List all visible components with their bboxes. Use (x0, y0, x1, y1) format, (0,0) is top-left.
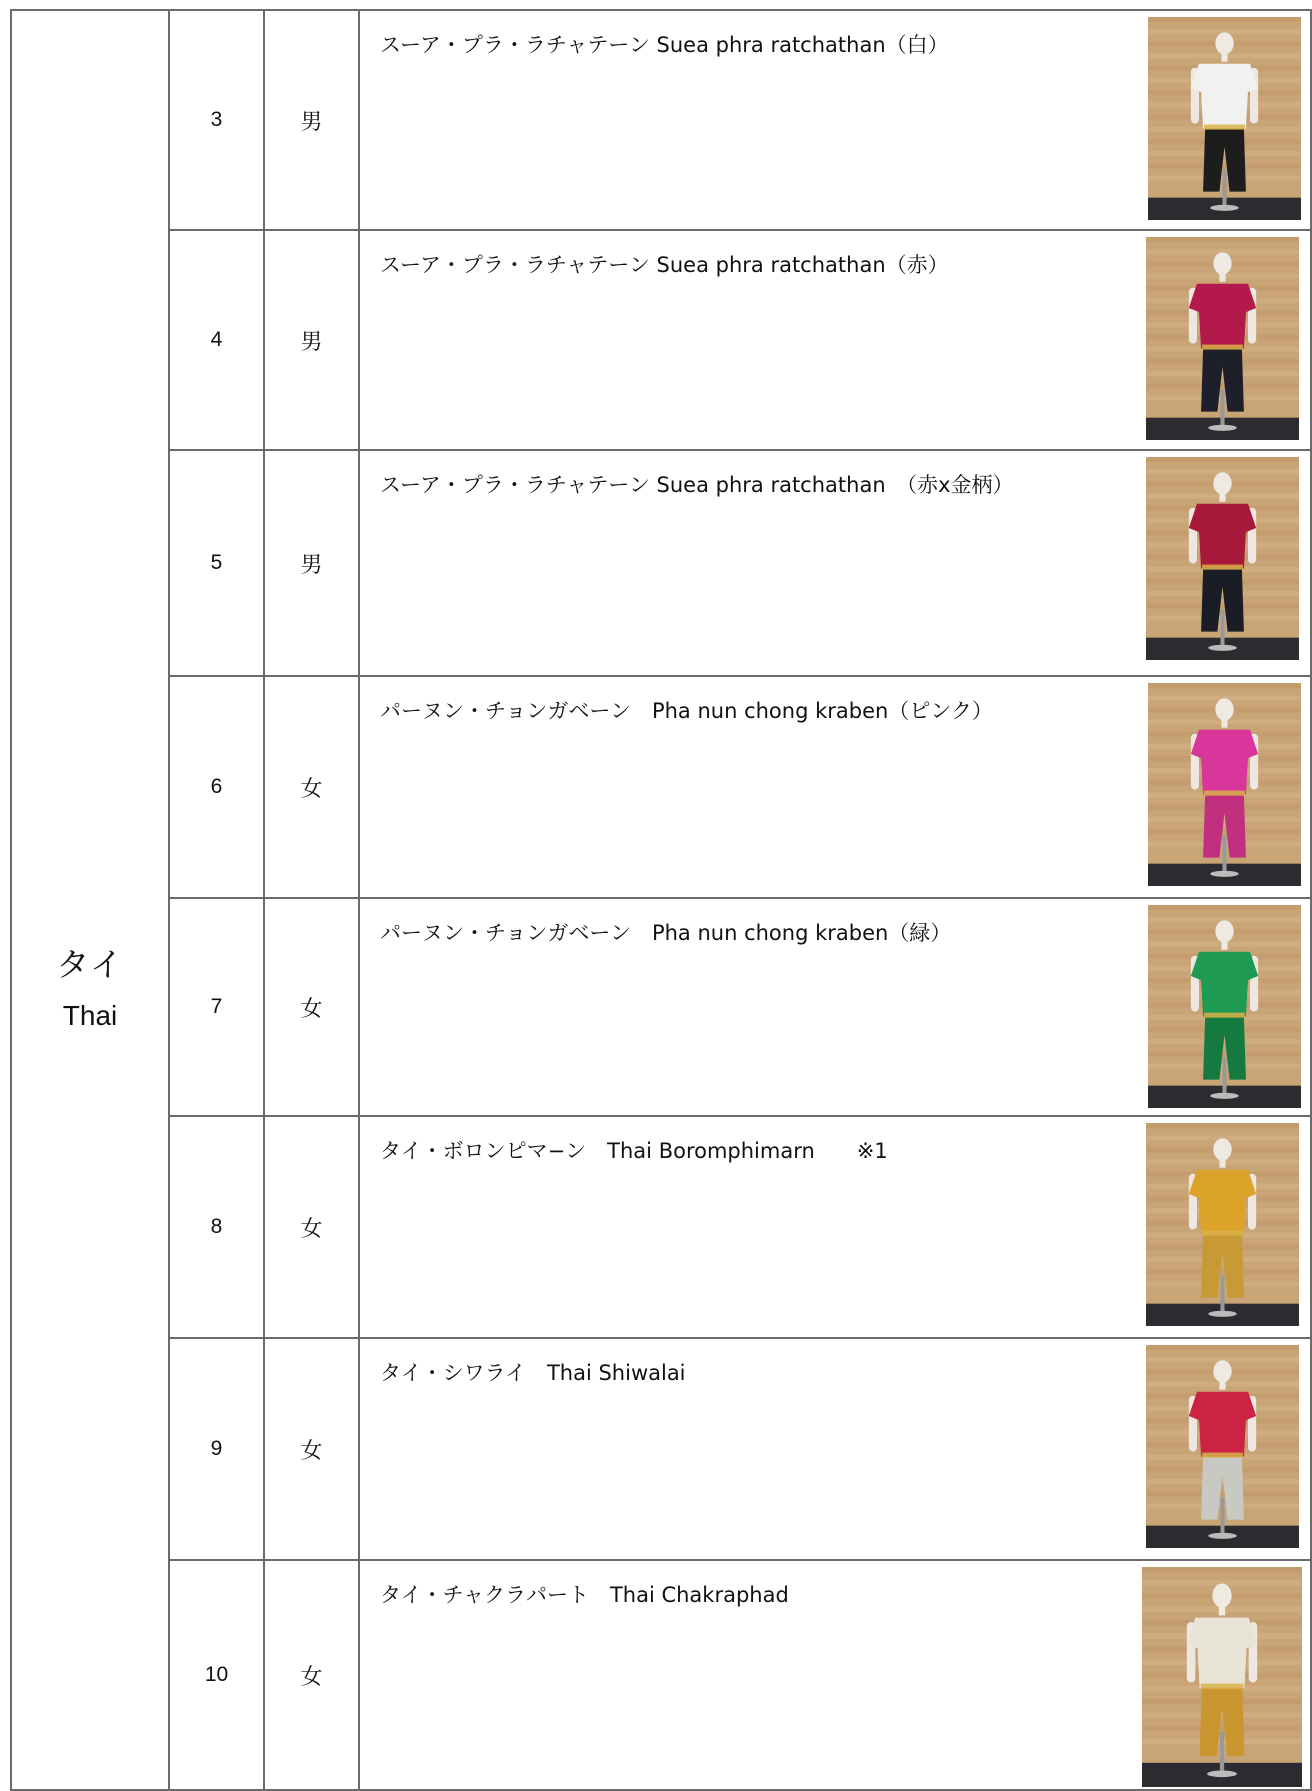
table-row (11, 230, 1311, 450)
row-gender: 女 (264, 676, 359, 898)
costume-name: タイ・チャクラパート Thai Chakraphad (380, 1583, 789, 1607)
table-row (11, 676, 1311, 898)
country-cell (11, 10, 169, 1790)
row-gender: 女 (264, 1338, 359, 1560)
gold-sash-dress-costume-photo (1142, 1567, 1302, 1787)
row-gender: 女 (264, 1560, 359, 1790)
row-number: 5 (169, 450, 264, 676)
row-number: 4 (169, 230, 264, 450)
white-shirt-costume-photo (1148, 17, 1301, 220)
row-description (359, 1560, 1311, 1790)
row-number: 10 (169, 1560, 264, 1790)
row-number: 6 (169, 676, 264, 898)
row-description (359, 10, 1311, 230)
row-number: 3 (169, 10, 264, 230)
country-name-en: Thai (62, 999, 118, 1031)
row-description (359, 1116, 1311, 1338)
row-description (359, 676, 1311, 898)
row-gender: 女 (264, 1116, 359, 1338)
country-name-jp: タイ (56, 944, 124, 984)
row-gender: 女 (264, 898, 359, 1116)
row-number: 9 (169, 1338, 264, 1560)
red-silver-dress-costume-photo (1146, 1345, 1299, 1548)
table-row (11, 1338, 1311, 1560)
yellow-gold-dress-costume-photo (1146, 1123, 1299, 1326)
table-row (11, 1116, 1311, 1338)
red-shirt-costume-photo (1146, 237, 1299, 440)
green-dress-costume-photo (1148, 905, 1301, 1108)
costume-name: スーア・プラ・ラチャテーン Suea phra ratchathan （赤x金柄） (380, 473, 1014, 497)
table-row (11, 1560, 1311, 1790)
row-description (359, 450, 1311, 676)
table-row (11, 450, 1311, 676)
pink-dress-costume-photo (1148, 683, 1301, 886)
costume-name: スーア・プラ・ラチャテーン Suea phra ratchathan（白） (380, 33, 949, 57)
row-gender: 男 (264, 450, 359, 676)
table-row (11, 898, 1311, 1116)
red-gold-shirt-costume-photo (1146, 457, 1299, 660)
row-description (359, 898, 1311, 1116)
table-row (11, 10, 1311, 230)
costume-name: タイ・シワライ Thai Shiwalai (380, 1361, 686, 1385)
costume-name: タイ・ボロンピマ−ン Thai Boromphimarn ※1 (380, 1139, 888, 1163)
row-description (359, 230, 1311, 450)
costume-name: パーヌン・チョンガベーン Pha nun chong kraben（緑） (380, 921, 952, 945)
row-description (359, 1338, 1311, 1560)
row-gender: 男 (264, 10, 359, 230)
row-number: 8 (169, 1116, 264, 1338)
row-gender: 男 (264, 230, 359, 450)
row-number: 7 (169, 898, 264, 1116)
costume-name: パーヌン・チョンガベーン Pha nun chong kraben（ピンク） (380, 699, 993, 723)
costume-table (10, 9, 1312, 1791)
costume-name: スーア・プラ・ラチャテーン Suea phra ratchathan（赤） (380, 253, 949, 277)
